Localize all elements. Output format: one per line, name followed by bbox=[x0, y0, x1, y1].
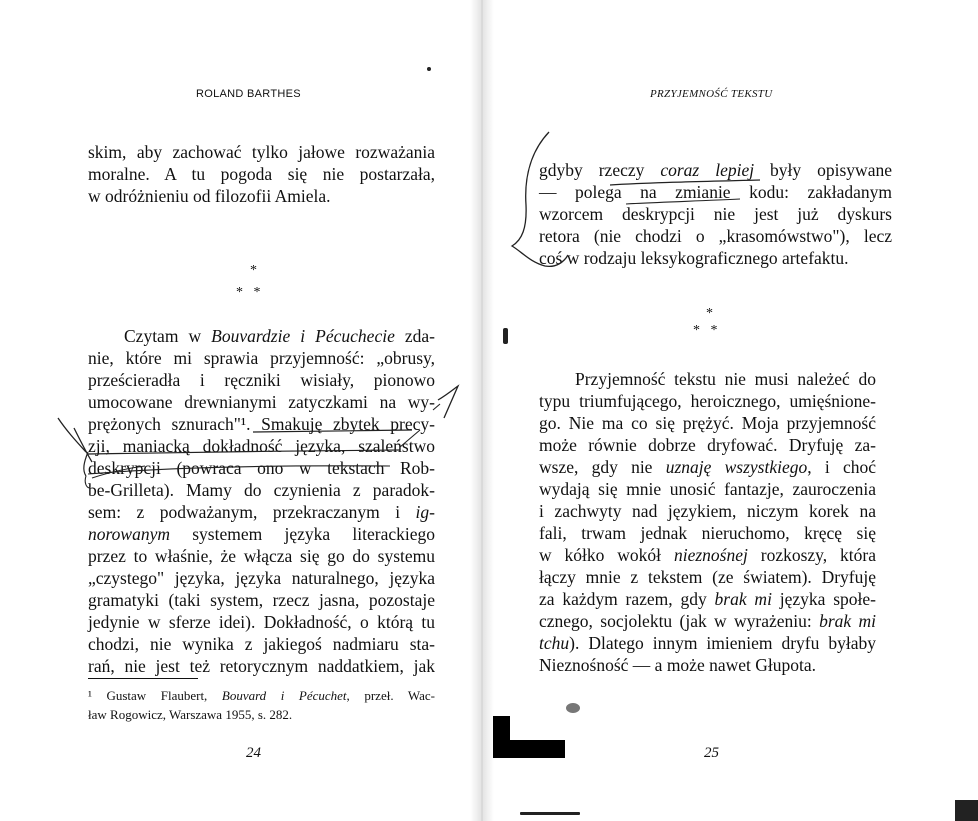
text-line: przez to właśnie, że włącza się go do systemu bbox=[88, 546, 435, 566]
text-line: Przyjemność tekstu nie musi należeć do bbox=[575, 369, 876, 389]
text-line bbox=[539, 456, 876, 478]
text-line: Nieznośność — a może nawet Głupota. bbox=[539, 655, 817, 675]
text-line: chodzi, nie wynika z jakiegoś nadmiaru sta- bbox=[88, 634, 435, 654]
left-paragraph-2 bbox=[88, 325, 435, 677]
text-run: sem: z podważanym, przekraczanym i bbox=[88, 502, 416, 522]
text-emphasis: brak mi bbox=[819, 611, 876, 631]
text-run: ¹ Gustaw Flaubert, bbox=[88, 688, 222, 703]
text-line: rań, nie jest też retorycznym naddatkiem, jak bbox=[88, 656, 435, 676]
text-line: w odróżnieniu od filozofii Amiela. bbox=[88, 186, 331, 206]
left-running-head: ROLAND BARTHES bbox=[196, 88, 301, 100]
scan-speck bbox=[520, 812, 580, 815]
text-emphasis: brak mi bbox=[714, 589, 772, 609]
text-line: be-Grilleta). Mamy do czynienia z paradok- bbox=[88, 480, 435, 500]
text-run: systemem języka literackiego bbox=[170, 524, 435, 544]
text-line bbox=[88, 523, 435, 545]
text-line: prześcieradła i ręczniki wisiały, pionowo bbox=[88, 370, 435, 390]
text-run: Czytam w bbox=[124, 326, 212, 346]
page-number-left: 24 bbox=[246, 745, 261, 761]
right-ornament-bottom: * * bbox=[693, 323, 718, 338]
text-line: typu triumfującego, heroicznego, umięśnione- bbox=[539, 391, 876, 411]
book-gutter bbox=[470, 0, 494, 821]
right-paragraph-2 bbox=[539, 368, 876, 676]
text-line: deskrypcji (powraca ono w tekstach Rob- bbox=[88, 458, 435, 478]
text-line: gramatyki (taki system, rzecz jasna, pozostaje bbox=[88, 590, 435, 610]
text-run: ). Dlatego innym imieniem dryfu byłaby bbox=[569, 633, 876, 653]
text-line: — polega na zmianie kodu: zakładanym bbox=[539, 182, 892, 202]
text-line: coś w rodzaju leksykograficznego artefaktu. bbox=[539, 248, 849, 268]
text-line bbox=[88, 325, 435, 347]
text-line: nie, które mi sprawia przyjemność: „obrusy, bbox=[88, 348, 435, 368]
text-run: wsze, gdy nie bbox=[539, 457, 666, 477]
text-line: umocowane drewnianymi zatyczkami na wy- bbox=[88, 392, 435, 412]
left-paragraph-1 bbox=[88, 141, 435, 207]
right-ornament-top: * bbox=[706, 306, 713, 321]
left-ornament-top: * bbox=[250, 263, 257, 278]
footnote-rule bbox=[88, 678, 198, 679]
footnote-line: ław Rogowicz, Warszawa 1955, s. 282. bbox=[88, 707, 293, 722]
text-line: fali, trwam jednak nieruchomo, kręcę się bbox=[539, 523, 876, 543]
page-number-right: 25 bbox=[704, 745, 719, 761]
text-emphasis: coraz lepiej bbox=[660, 160, 755, 180]
text-line: jedynie w sferze idei). Dokładność, o którą tu bbox=[88, 612, 435, 632]
text-run: były opisywane bbox=[754, 160, 892, 180]
text-emphasis: nieznośnej bbox=[673, 545, 748, 565]
book-title: Bouvardzie i Pécuchecie bbox=[211, 326, 395, 346]
text-run: , przeł. Wac- bbox=[346, 688, 435, 703]
text-line: go. Nie ma co się prężyć. Moja przyjemność bbox=[539, 413, 876, 433]
text-line bbox=[539, 159, 892, 181]
text-emphasis: norowanym bbox=[88, 524, 170, 544]
text-run: cznego, socjolektu (jak w wyrażeniu: bbox=[539, 611, 820, 631]
text-line bbox=[539, 632, 876, 654]
text-run: za każdym razem, gdy bbox=[539, 589, 715, 609]
text-run: , i choć bbox=[807, 457, 876, 477]
text-line: może równie dobrze dryfować. Dryfuję za- bbox=[539, 435, 876, 455]
text-line: i zachwyty nad językiem, niczym korek na bbox=[539, 501, 876, 521]
text-line bbox=[88, 501, 435, 523]
text-run: zda- bbox=[394, 326, 435, 346]
text-line: zji, maniacką dokładność języka, szaleństwo bbox=[88, 436, 435, 456]
text-line: wzorcem deskrypcji nie jest już dyskurs bbox=[539, 204, 892, 224]
text-line: moralne. A tu pogoda się nie postarzała, bbox=[88, 164, 435, 184]
left-ornament-bottom: * * bbox=[236, 285, 261, 300]
text-emphasis: ig- bbox=[415, 502, 435, 522]
scan-speck bbox=[955, 800, 978, 821]
footnote bbox=[88, 686, 435, 724]
text-run: w kółko wokół bbox=[539, 545, 674, 565]
scan-speck bbox=[566, 703, 580, 713]
text-line: skim, aby zachować tylko jałowe rozważania bbox=[88, 142, 435, 162]
text-line bbox=[539, 544, 876, 566]
text-line: prężonych sznurach"¹. Smakuję zbytek precy- bbox=[88, 414, 435, 434]
text-emphasis: uznaję wszystkiego bbox=[665, 457, 808, 477]
text-line: „czystego" języka, języka naturalnego, języka bbox=[88, 568, 435, 588]
right-paragraph-1 bbox=[539, 159, 892, 269]
book-title: Bouvard i Pécuchet bbox=[221, 688, 347, 703]
text-run: gdyby rzeczy bbox=[539, 160, 661, 180]
text-line: łączy mnie z tekstem (ze światem). Dryfuję bbox=[539, 567, 876, 587]
text-line: wydają się mnie unosić fantazje, zauroczenia bbox=[539, 479, 876, 499]
text-line bbox=[539, 588, 876, 610]
text-run: rozkoszy, która bbox=[747, 545, 877, 565]
text-run: języka społe- bbox=[771, 589, 876, 609]
text-line bbox=[539, 610, 876, 632]
scan-speck bbox=[427, 67, 431, 71]
text-emphasis: tchu bbox=[539, 633, 570, 653]
scan-blob-cut bbox=[510, 716, 565, 740]
right-running-head: PRZYJEMNOŚĆ TEKSTU bbox=[650, 88, 773, 100]
footnote-line bbox=[88, 686, 435, 705]
scan-speck bbox=[503, 328, 508, 344]
text-line: retora (nie chodzi o „krasomówstwo"), lecz bbox=[539, 226, 892, 246]
